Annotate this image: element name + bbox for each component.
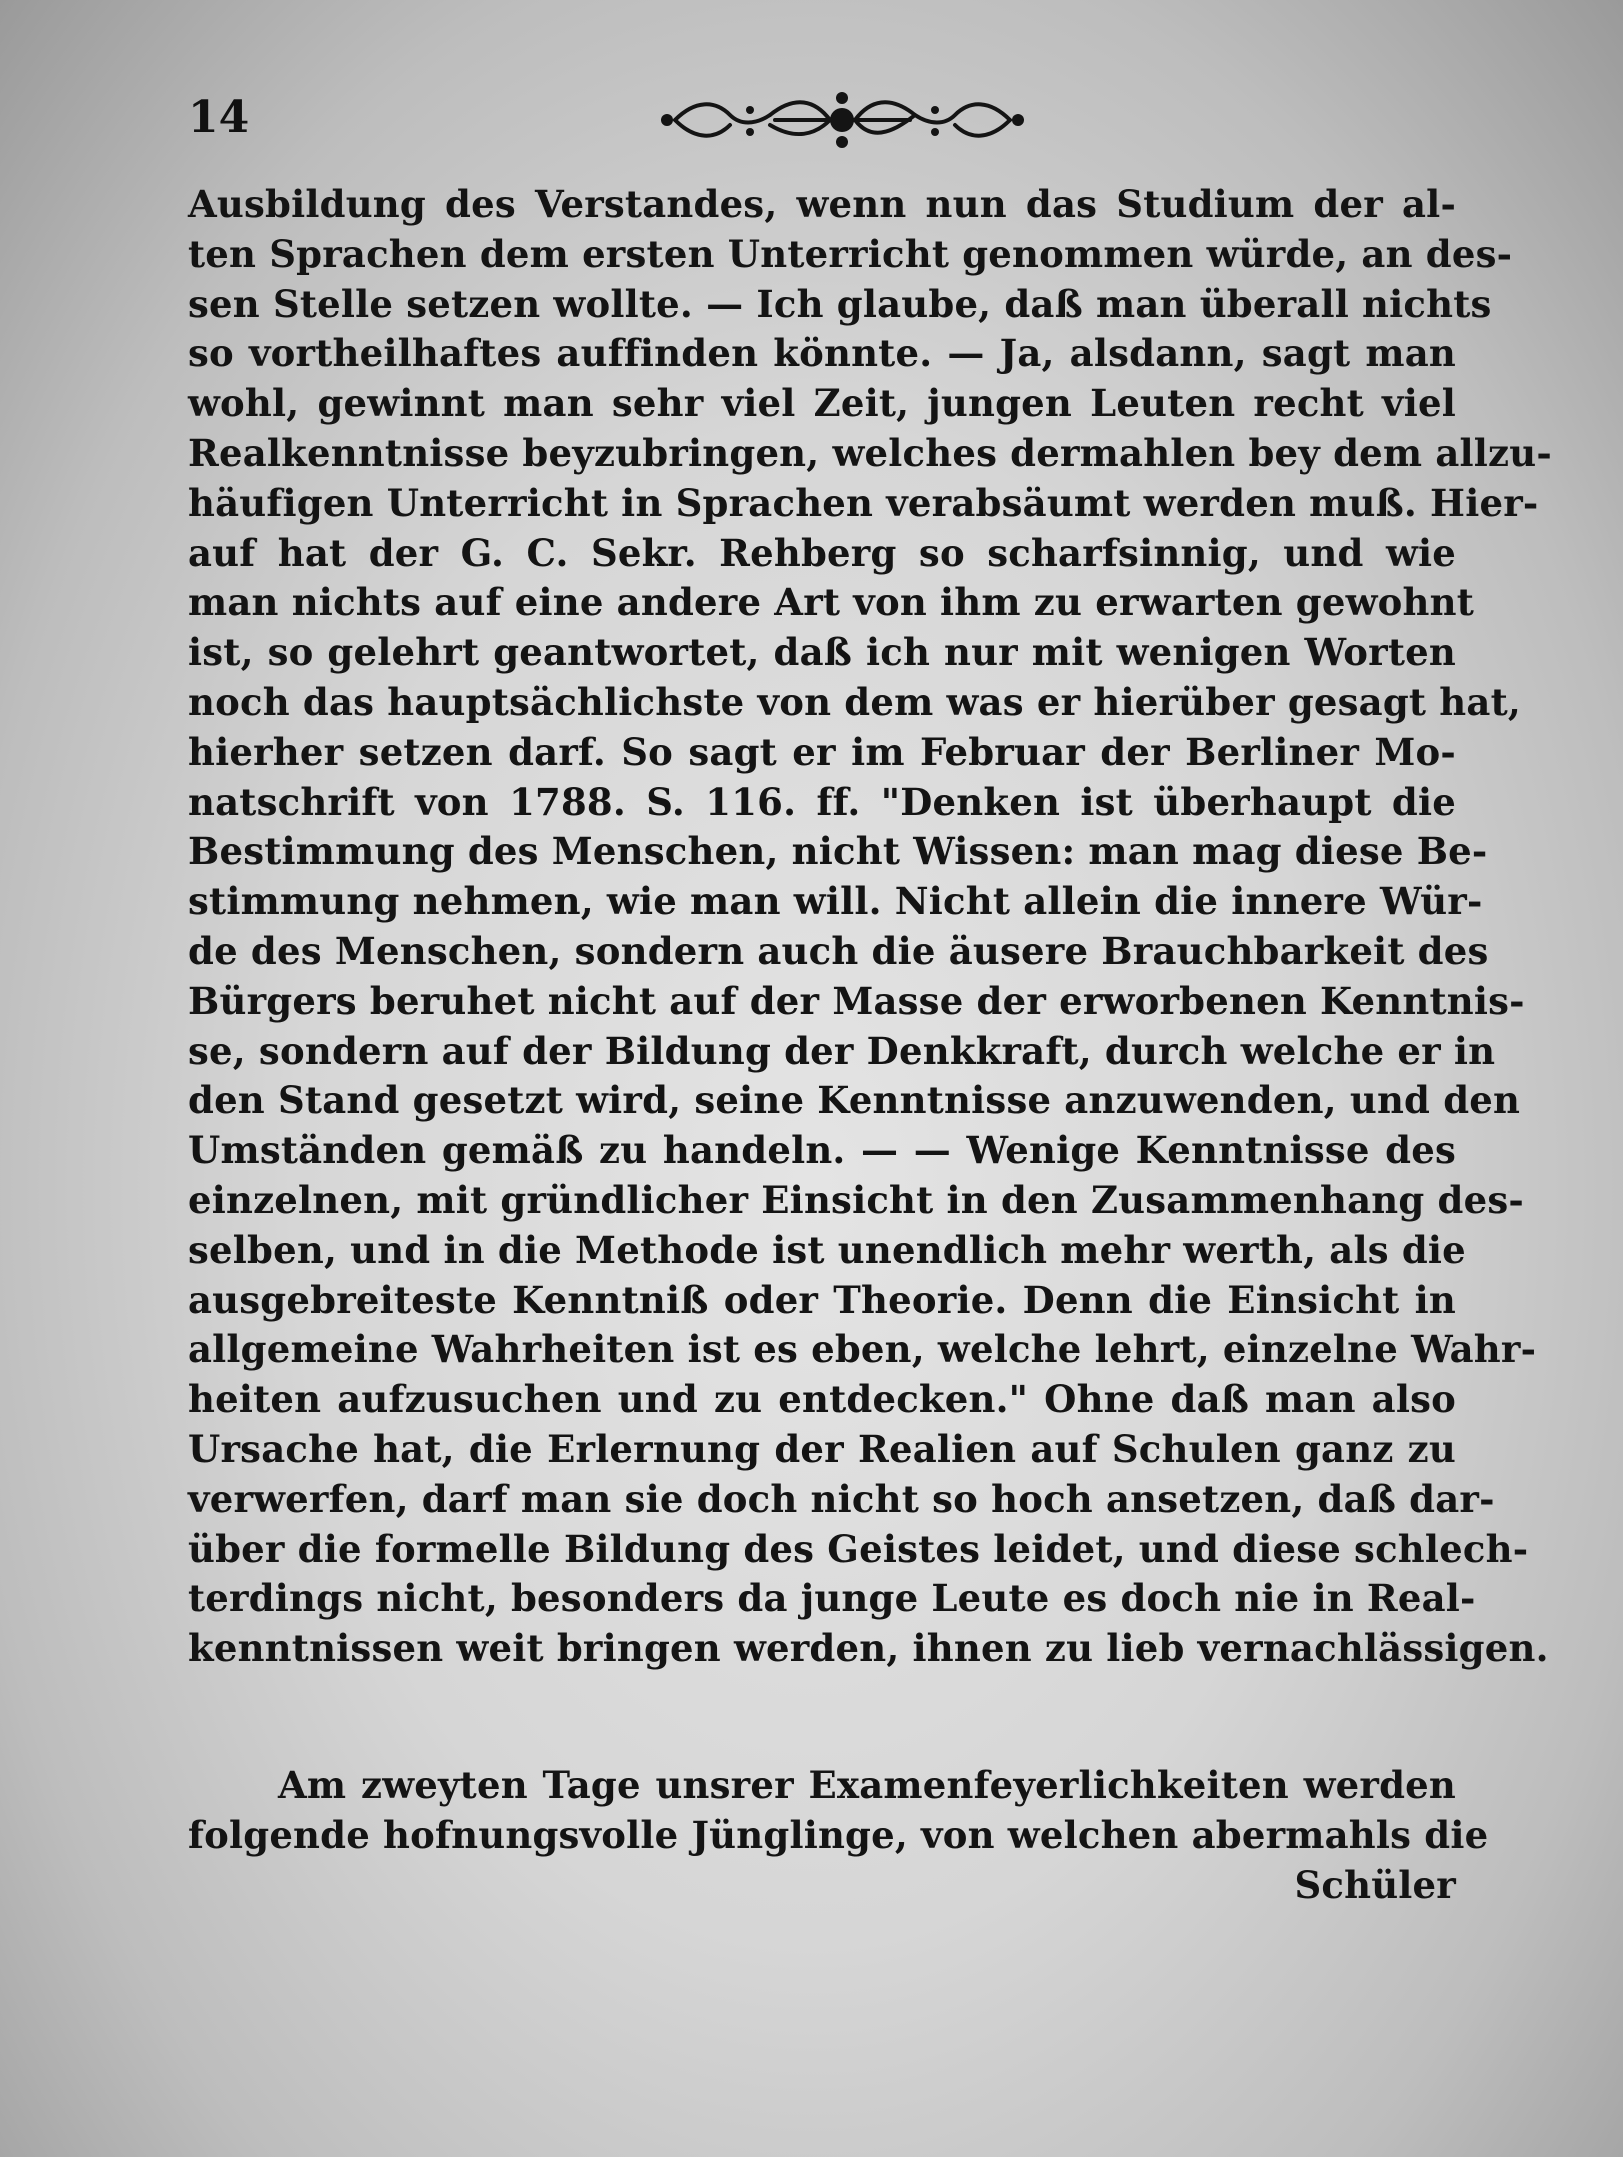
text-line: Umständen gemäß zu handeln. — — Wenige Kenntnisse des [188, 1128, 1456, 1173]
text-line: Bestimmung des Menschen, nicht Wissen: man mag diese Be- [188, 829, 1488, 874]
text-line: Ursache hat, die Erlernung der Realien auf Schulen ganz zu [188, 1426, 1456, 1471]
text-line: über die formelle Bildung des Geistes leidet, und diese schlech- [188, 1526, 1529, 1571]
text-line: so vortheilhaftes auffinden könnte. — Ja, alsdann, sagt man [188, 331, 1456, 376]
body-paragraph [188, 180, 1552, 1674]
text-line: terdings nicht, besonders da junge Leute es doch nie in Real- [188, 1576, 1476, 1621]
text-line: einzelnen, mit gründlicher Einsicht in den Zusammenhang des- [188, 1177, 1524, 1222]
text-line: Am zweyten Tage unsrer Examenfeyerlichkeiten werden [278, 1763, 1456, 1807]
text-line: se, sondern auf der Bildung der Denkkraft, durch welche er in [188, 1028, 1496, 1073]
text-line: folgende hofnungsvolle Jünglinge, von welchen abermahls die [188, 1812, 1489, 1857]
text-line: selben, und in die Methode ist unendlich mehr werth, als die [188, 1227, 1466, 1272]
text-line: heiten aufzusuchen und zu entdecken." Ohne daß man also [188, 1377, 1456, 1422]
page-number: 14 [188, 92, 250, 143]
text-line: kenntnissen weit bringen werden, ihnen zu lieb vernachlässigen. [188, 1626, 1549, 1671]
text-line: man nichts auf eine andere Art von ihm zu erwarten gewohnt [188, 580, 1475, 625]
text-line: natschrift von 1788. S. 116. ff. "Denken ist überhaupt die [188, 779, 1456, 824]
text-line: den Stand gesetzt wird, seine Kenntnisse anzuwenden, und den [188, 1078, 1521, 1123]
text-line: auf hat der G. C. Sekr. Rehberg so scharfsinnig, und wie [188, 530, 1456, 575]
text-line: Ausbildung des Verstandes, wenn nun das Studium der al- [188, 182, 1456, 226]
catchword: Schüler [1294, 1862, 1456, 1907]
text-line: de des Menschen, sondern auch die äusere Brauchbarkeit des [188, 928, 1489, 973]
text-line: allgemeine Wahrheiten ist es eben, welche lehrt, einzelne Wahr- [188, 1327, 1537, 1372]
text-line: Bürgers beruhet nicht auf der Masse der erworbenen Kenntnis- [188, 978, 1525, 1023]
text-line: Realkenntnisse beyzubringen, welches dermahlen bey dem allzu- [188, 430, 1552, 475]
text-line: noch das hauptsächlichste von dem was er hierüber gesagt hat, [188, 679, 1521, 724]
text-line: häufigen Unterricht in Sprachen verabsäumt werden muß. Hier- [188, 480, 1539, 525]
text-line: ist, so gelehrt geantwortet, daß ich nur mit wenigen Worten [188, 630, 1456, 675]
floral-headpiece-icon [655, 80, 1030, 160]
text-line: ausgebreiteste Kenntniß oder Theorie. Denn die Einsicht in [188, 1277, 1456, 1322]
text-line: stimmung nehmen, wie man will. Nicht allein die innere Wür- [188, 879, 1483, 924]
text-line: ten Sprachen dem ersten Unterricht genommen würde, an des- [188, 231, 1513, 276]
text-line: wohl, gewinnt man sehr viel Zeit, jungen Leuten recht viel [188, 381, 1456, 426]
text-line: verwerfen, darf man sie doch nicht so hoch ansetzen, daß dar- [188, 1476, 1495, 1521]
text-line: hierher setzen darf. So sagt er im Februar der Berliner Mo- [188, 729, 1456, 774]
text-line: sen Stelle setzen wollte. — Ich glaube, daß man überall nichts [188, 281, 1492, 326]
second-paragraph [188, 1761, 1489, 1910]
